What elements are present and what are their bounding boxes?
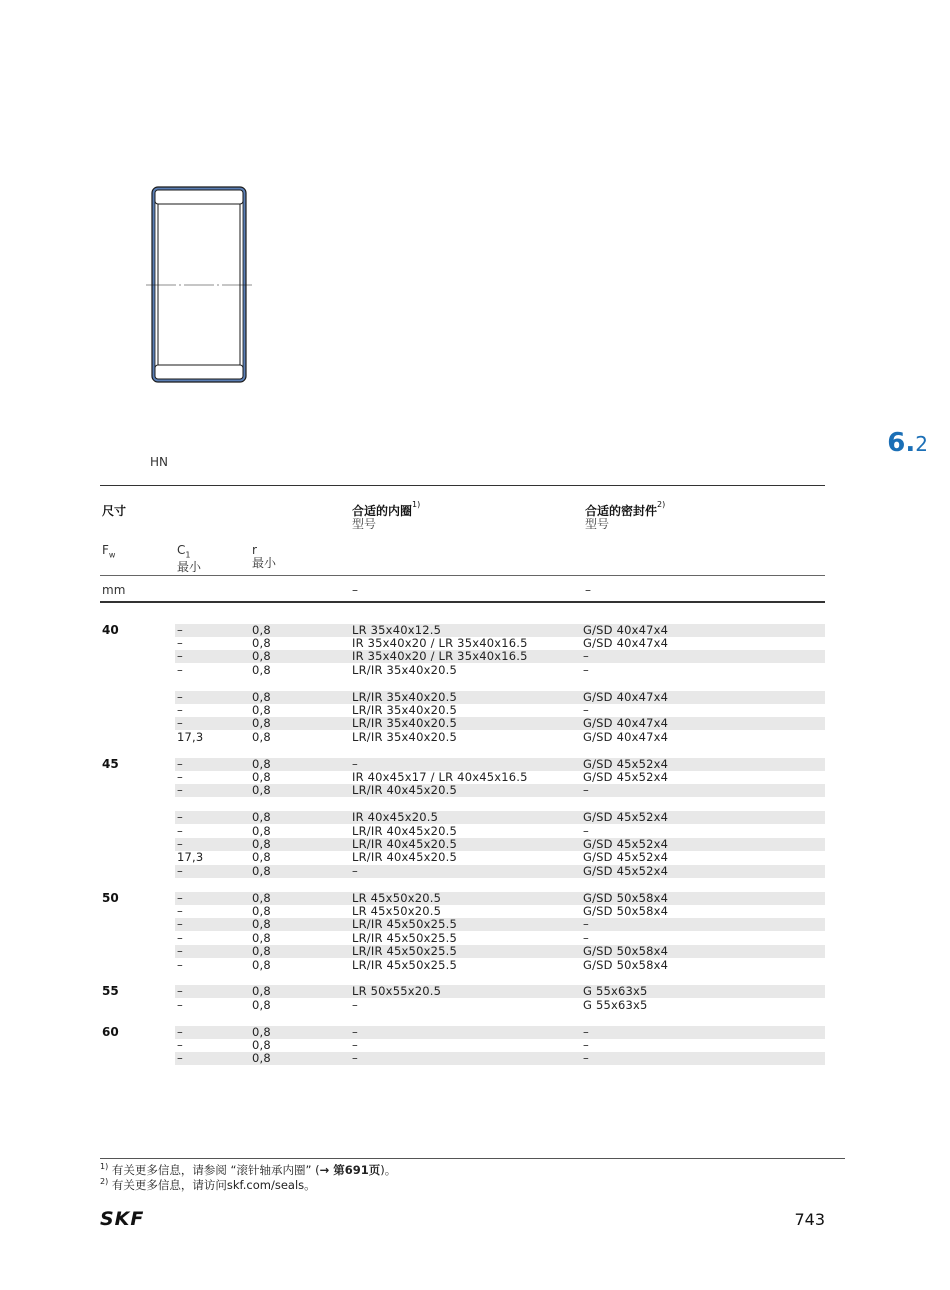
r-cell: 0,8: [252, 917, 271, 932]
footnote-1: $^{1)}$ 有关更多信息，请参阅 “滚针轴承内圈” (→ 第691页)。: [100, 1162, 397, 1177]
r-cell: 0,8: [252, 662, 271, 677]
r-cell: 0,8: [252, 649, 271, 664]
drawing-label: HN: [150, 455, 168, 469]
inner-ring-cell: LR/IR 40x45x20.5: [352, 836, 457, 851]
table-row: [175, 731, 825, 744]
table-row: [175, 918, 825, 931]
inner-ring-cell: LR/IR 45x50x25.5: [352, 930, 457, 945]
seal-cell: G/SD 50x58x4: [583, 944, 669, 959]
r-cell: 0,8: [252, 810, 271, 825]
inner-ring-cell: LR 35x40x12.5: [352, 622, 442, 637]
c1-cell: 17,3: [177, 850, 204, 865]
c1-cell: –: [177, 957, 183, 972]
fw-value: 40: [102, 622, 119, 637]
seal-cell: G/SD 45x52x4: [583, 756, 669, 771]
header-seal: 合适的密封件$^{2)}$: [585, 500, 666, 518]
seal-cell: –: [583, 1024, 589, 1039]
r-cell: 0,8: [252, 903, 271, 918]
section-tab: 6.2: [887, 428, 928, 458]
c1-cell: –: [177, 716, 183, 731]
seal-cell: –: [583, 1051, 589, 1066]
c1-cell: –: [177, 917, 183, 932]
c1-cell: –: [177, 944, 183, 959]
r-cell: 0,8: [252, 930, 271, 945]
header-fw: $F_w$: [102, 543, 116, 560]
r-cell: 0,8: [252, 716, 271, 731]
inner-ring-cell: IR 40x45x20.5: [352, 810, 439, 825]
c1-cell: –: [177, 756, 183, 771]
c1-cell: –: [177, 702, 183, 717]
footnote-rule: [100, 1158, 845, 1159]
seal-cell: G/SD 40x47x4: [583, 716, 669, 731]
c1-cell: –: [177, 810, 183, 825]
c1-cell: –: [177, 662, 183, 677]
header-seal-type: 型号: [585, 517, 610, 531]
table-row: [175, 624, 825, 637]
table-row: [175, 932, 825, 945]
inner-ring-cell: –: [352, 1037, 358, 1052]
r-cell: 0,8: [252, 689, 271, 704]
seal-cell: –: [583, 649, 589, 664]
inner-ring-cell: LR 45x50x20.5: [352, 903, 442, 918]
table-row: [175, 825, 825, 838]
c1-cell: –: [177, 997, 183, 1012]
header-c1: $C_1$ 最小: [177, 543, 202, 575]
seal-cell: G/SD 40x47x4: [583, 635, 669, 650]
r-cell: 0,8: [252, 729, 271, 744]
seal-cell: G/SD 45x52x4: [583, 863, 669, 878]
inner-ring-cell: –: [352, 756, 358, 771]
r-cell: 0,8: [252, 635, 271, 650]
seal-cell: G/SD 50x58x4: [583, 903, 669, 918]
unit-ring: –: [352, 583, 358, 597]
r-cell: 0,8: [252, 769, 271, 784]
seal-cell: G/SD 40x47x4: [583, 729, 669, 744]
c1-cell: –: [177, 1037, 183, 1052]
r-cell: 0,8: [252, 622, 271, 637]
inner-ring-cell: LR/IR 35x40x20.5: [352, 729, 457, 744]
r-cell: 0,8: [252, 984, 271, 999]
r-cell: 0,8: [252, 957, 271, 972]
c1-cell: –: [177, 783, 183, 798]
r-cell: 0,8: [252, 1051, 271, 1066]
c1-cell: –: [177, 903, 183, 918]
inner-ring-cell: LR/IR 35x40x20.5: [352, 689, 457, 704]
c1-cell: –: [177, 649, 183, 664]
seal-cell: –: [583, 1037, 589, 1052]
table-row: [175, 985, 825, 998]
r-cell: 0,8: [252, 702, 271, 717]
header-inner-ring-type: 型号: [352, 517, 377, 531]
r-cell: 0,8: [252, 1024, 271, 1039]
fw-value: 45: [102, 756, 119, 771]
seal-cell: –: [583, 917, 589, 932]
header-dimensions: 尺寸: [102, 504, 127, 518]
table-row: [175, 637, 825, 650]
table-row: [175, 650, 825, 663]
seal-cell: G/SD 40x47x4: [583, 689, 669, 704]
inner-ring-cell: LR/IR 45x50x25.5: [352, 944, 457, 959]
footnote-2: $^{2)}$ 有关更多信息，请访问skf.com/seals。: [100, 1177, 316, 1192]
inner-ring-cell: LR/IR 35x40x20.5: [352, 662, 457, 677]
r-cell: 0,8: [252, 783, 271, 798]
seal-cell: G/SD 45x52x4: [583, 810, 669, 825]
unit-seal: –: [585, 583, 591, 597]
table-row: [175, 892, 825, 905]
c1-cell: –: [177, 1024, 183, 1039]
inner-ring-cell: IR 35x40x20 / LR 35x40x16.5: [352, 635, 528, 650]
c1-cell: –: [177, 769, 183, 784]
inner-ring-cell: LR 45x50x20.5: [352, 890, 442, 905]
fw-value: 60: [102, 1024, 119, 1039]
inner-ring-cell: LR/IR 45x50x25.5: [352, 957, 457, 972]
table-row: [175, 664, 825, 677]
r-cell: 0,8: [252, 823, 271, 838]
inner-ring-cell: –: [352, 1024, 358, 1039]
table-row: [175, 771, 825, 784]
c1-cell: –: [177, 689, 183, 704]
seal-cell: G/SD 45x52x4: [583, 836, 669, 851]
page-number: 743: [794, 1210, 825, 1229]
seal-cell: –: [583, 823, 589, 838]
inner-ring-cell: LR/IR 40x45x20.5: [352, 823, 457, 838]
c1-cell: –: [177, 890, 183, 905]
r-cell: 0,8: [252, 890, 271, 905]
seal-cell: –: [583, 662, 589, 677]
c1-cell: –: [177, 930, 183, 945]
c1-cell: –: [177, 622, 183, 637]
r-cell: 0,8: [252, 850, 271, 865]
r-cell: 0,8: [252, 836, 271, 851]
inner-ring-cell: LR 50x55x20.5: [352, 984, 442, 999]
table-row: [175, 838, 825, 851]
r-cell: 0,8: [252, 863, 271, 878]
r-cell: 0,8: [252, 944, 271, 959]
c1-cell: –: [177, 635, 183, 650]
r-cell: 0,8: [252, 756, 271, 771]
table-row: [175, 717, 825, 730]
seal-cell: –: [583, 702, 589, 717]
seal-cell: G 55x63x5: [583, 997, 648, 1012]
table-row: [175, 945, 825, 958]
inner-ring-cell: –: [352, 863, 358, 878]
fw-value: 55: [102, 984, 119, 999]
inner-ring-cell: LR/IR 35x40x20.5: [352, 716, 457, 731]
c1-cell: –: [177, 984, 183, 999]
inner-ring-cell: LR/IR 40x45x20.5: [352, 850, 457, 865]
table-row: [175, 851, 825, 864]
c1-cell: 17,3: [177, 729, 204, 744]
seal-cell: G/SD 45x52x4: [583, 769, 669, 784]
c1-cell: –: [177, 836, 183, 851]
table-row: [175, 1039, 825, 1052]
table-row: [175, 1052, 825, 1065]
table-row: [175, 865, 825, 878]
seal-cell: –: [583, 930, 589, 945]
table-row: [175, 959, 825, 972]
table-row: [175, 1026, 825, 1039]
inner-ring-cell: LR/IR 35x40x20.5: [352, 702, 457, 717]
footnote-page-ref[interactable]: → 第691页: [319, 1162, 381, 1177]
fw-value: 50: [102, 890, 119, 905]
table-row: [175, 811, 825, 824]
inner-ring-cell: LR/IR 45x50x25.5: [352, 917, 457, 932]
c1-cell: –: [177, 863, 183, 878]
r-cell: 0,8: [252, 1037, 271, 1052]
inner-ring-cell: LR/IR 40x45x20.5: [352, 783, 457, 798]
inner-ring-cell: IR 35x40x20 / LR 35x40x16.5: [352, 649, 528, 664]
header-inner-ring: 合适的内圈$^{1)}$: [352, 500, 421, 518]
inner-ring-cell: –: [352, 1051, 358, 1066]
table-row: [175, 905, 825, 918]
table-row: [175, 784, 825, 797]
table-row: [175, 691, 825, 704]
skf-logo: SKF: [100, 1208, 145, 1230]
seal-cell: G/SD 45x52x4: [583, 850, 669, 865]
c1-cell: –: [177, 823, 183, 838]
inner-ring-cell: –: [352, 997, 358, 1012]
inner-ring-cell: IR 40x45x17 / LR 40x45x16.5: [352, 769, 528, 784]
seal-cell: –: [583, 783, 589, 798]
r-cell: 0,8: [252, 997, 271, 1012]
table-row: [175, 704, 825, 717]
unit-mm: mm: [102, 583, 126, 597]
table-row: [175, 758, 825, 771]
seal-cell: G/SD 50x58x4: [583, 890, 669, 905]
c1-cell: –: [177, 1051, 183, 1066]
table-row: [175, 999, 825, 1012]
seal-cell: G/SD 40x47x4: [583, 622, 669, 637]
seal-cell: G 55x63x5: [583, 984, 648, 999]
seal-cell: G/SD 50x58x4: [583, 957, 669, 972]
header-r: r 最小: [252, 543, 277, 570]
